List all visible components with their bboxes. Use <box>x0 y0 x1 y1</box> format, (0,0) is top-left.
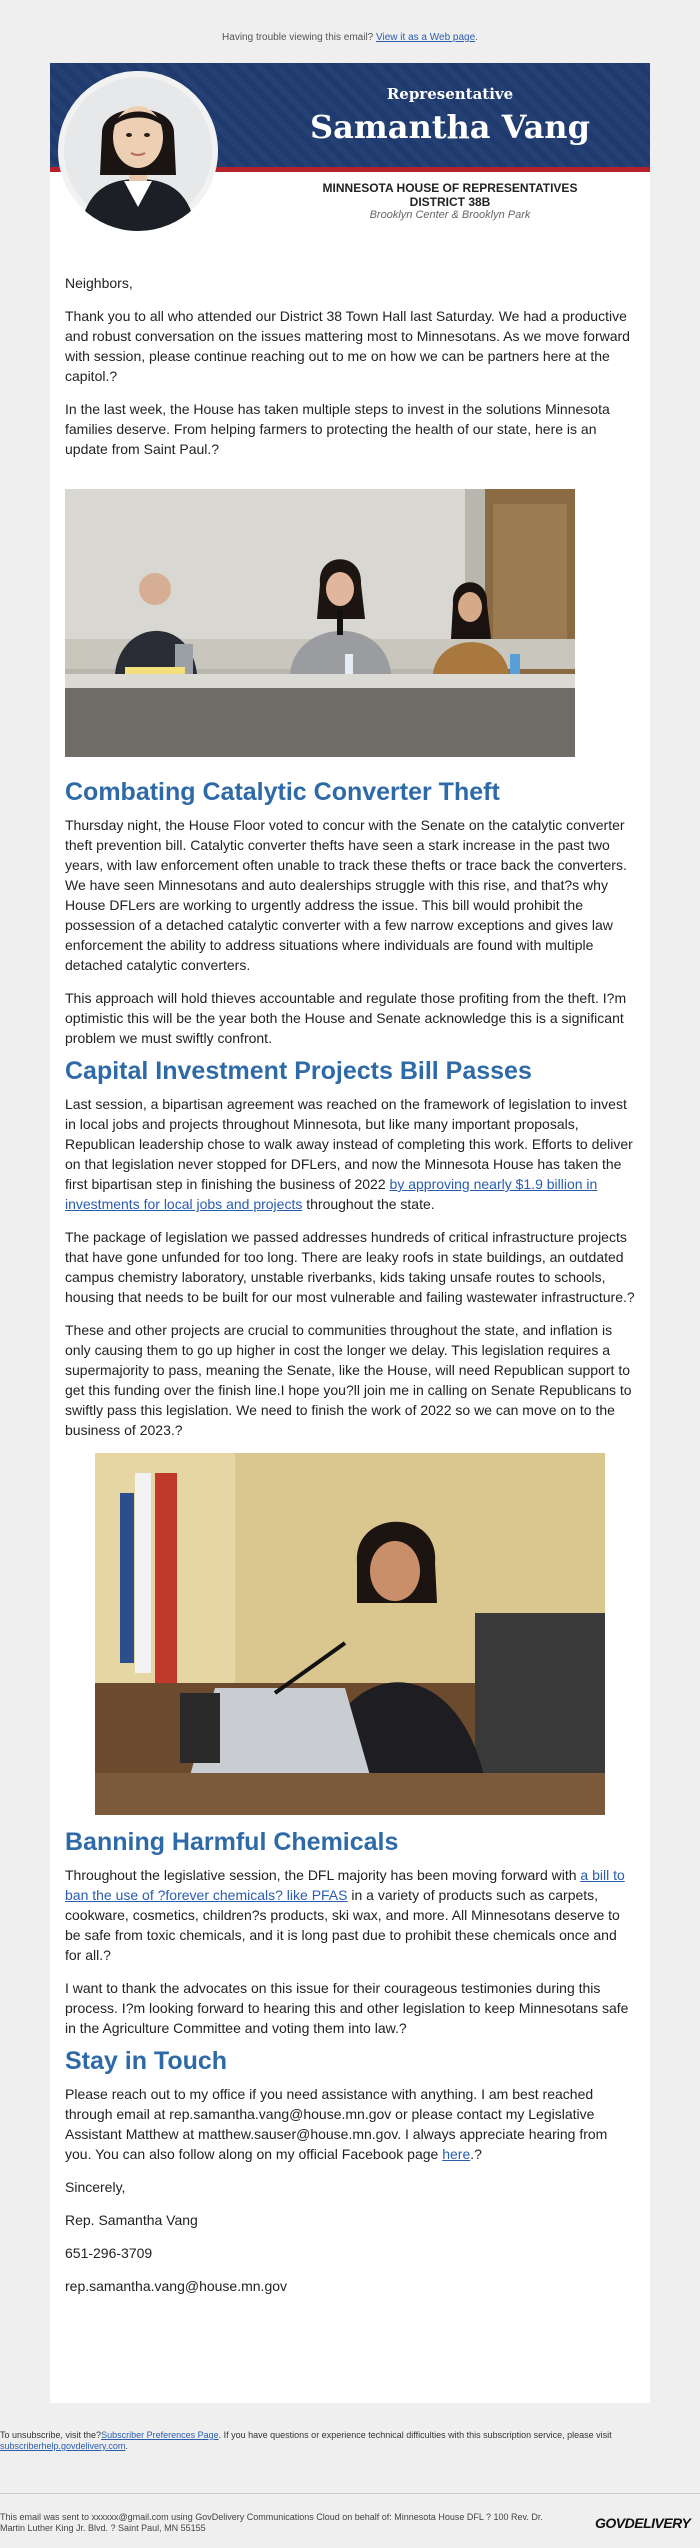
subscriber-preferences-link[interactable]: Subscriber Preferences Page <box>101 2430 219 2440</box>
email-body <box>50 63 650 2403</box>
greeting: Neighbors, <box>65 275 133 291</box>
bonding-bill-link[interactable]: by approving nearly $1.9 billion in investments for local jobs and projects <box>65 1176 598 1212</box>
capital-paragraph-2: The package of legislation we passed addresses hundreds of critical infrastructure projects that have gone unfunded for too long. There are leaky roofs in state buildings, an outdated campus chemistry laboratory, unstable riverbanks, kids taking unsafe routes to schools, housing that needs to be built for our most vulnerable and failing wastewater infrastructure.? <box>65 1229 635 1305</box>
facebook-link[interactable]: here <box>442 2146 471 2162</box>
pfas-bill-link[interactable]: a bill to ban the use of ?forever chemicals? like PFAS <box>65 1867 625 1903</box>
house-label: MINNESOTA HOUSE OF REPRESENTATIVES <box>322 181 578 195</box>
closing: Sincerely, <box>65 2179 126 2195</box>
intro-paragraph-1: Thank you to all who attended our District 38 Town Hall last Saturday. We had a productive and robust conversation on the issues mattering most to Minnesotans. As we move forward with session, please continue reaching out to me on how we can be partners here at the capitol.? <box>65 308 630 384</box>
header-subtitle: Representative <box>386 85 514 103</box>
capital-paragraph-3: These and other projects are crucial to communities throughout the state, and inflation is only causing them to go up higher in cost the longer we delay. This legislation requires a supermajority to pass, meaning the Senate, like the House, will need Republican support to get this funding over the finish line.I hope you?ll join me in calling on Senate Republicans to swiftly pass this legislation. We need to finish the work of 2022 so we can move on to the business of 2023.? <box>65 1322 632 1438</box>
govdelivery-logo: GOVDELIVERY <box>595 2515 691 2531</box>
catalytic-paragraph-1: Thursday night, the House Floor voted to concur with the Senate on the catalytic converter theft prevention bill. Catalytic converter thefts have seen a stark increase in the past two years, with law enforcement often unable to track these thefts or trace back the converters. We have seen Minnesotans and auto dealerships struggle with this rise, and that?s why House DFLers are working to urgently address the issue. This bill would prohibit the possession of a detached catalytic converter with a few narrow exceptions and gives law enforcement the ability to address situations where individuals are found with multiple detached catalytic converters. <box>65 817 627 973</box>
contact-paragraph: Please reach out to my office if you need assistance with anything. I am best reached through email at rep.samantha.vang@house.mn.gov or please contact my Legislative Assistant Matthew at matthew.sauser@house.mn.gov. I always appreciate hearing from you. You can also follow along on my official Facebook page here.? <box>65 2086 608 2162</box>
email-address: rep.samantha.vang@house.mn.gov <box>65 2278 288 2294</box>
section-heading-chemicals: Banning Harmful Chemicals <box>65 1828 399 1856</box>
view-online-text: Having trouble viewing this email? <box>222 32 374 43</box>
signature: Rep. Samantha Vang <box>65 2212 198 2228</box>
intro-paragraph-2: In the last week, the House has taken multiple steps to invest in the solutions Minnesota families deserve. From helping farmers to protecting the health of our state, here is an update from Saint Paul.? <box>65 401 610 457</box>
newsletter-content <box>65 248 635 2309</box>
section-heading-capital: Capital Investment Projects Bill Passes <box>65 1057 532 1085</box>
chemicals-paragraph-2: I want to thank the advocates on this issue for their courageous testimonies during this process. I?m looking forward to hearing this and other legislation to keep Minnesotans safe in the Agriculture Committee and voting them into law.? <box>65 1980 629 2036</box>
footer-divider <box>0 2493 700 2494</box>
catalytic-paragraph-2: This approach will hold thieves accountable and regulate those profiting from the theft. I?m optimistic this will be the year both the House and Senate acknowledge this is a significant problem we must swiftly confront. <box>65 990 627 1046</box>
town-hall-photo <box>65 489 635 757</box>
cities-label: Brooklyn Center & Brooklyn Park <box>369 209 531 221</box>
view-online-notice: Having trouble viewing this email? View it as a Web page. <box>222 32 478 43</box>
capital-paragraph-1: Last session, a bipartisan agreement was reached on the framework of legislation to invest in local jobs and projects throughout Minnesota, but like many important proposals, Republican leadership chose to walk away instead of completing this work. Efforts to deliver on that legislation never stopped for DFLers, and now the Minnesota House has taken the first bipartisan step in finishing the business of 2022 by approving nearly $1.9 billion in investments for local jobs and projects throughout the state. <box>65 1096 633 1212</box>
phone-number: 651-296-3709 <box>65 2245 153 2261</box>
section-heading-catalytic: Combating Catalytic Converter Theft <box>65 778 500 806</box>
sent-notice: This email was sent to xxxxxx@gmail.com using GovDelivery Communications Cloud on behalf of: Minnesota House DFL ? 100 Rev. Dr. Martin Luther King Jr. Blvd. ? Saint Paul, MN 55155 <box>0 2512 543 2533</box>
chemicals-paragraph-1: Throughout the legislative session, the DFL majority has been moving forward with a bill to ban the use of ?forever chemicals? like PFAS in a variety of products such as carpets, cookware, cosmetics, children?s products, ski wax, and more. All Minnesotans deserve to be safe from toxic chemicals, and it is long past due to prohibit these chemicals once and for all.? <box>65 1867 625 1963</box>
header-name: Samantha Vang <box>310 108 590 146</box>
unsubscribe-notice: To unsubscribe, visit the?Subscriber Preferences Page. If you have questions or experience technical difficulties with this subscription service, please visit subscriberhelp.govdelivery.com. <box>0 2430 612 2451</box>
representative-portrait <box>58 71 218 231</box>
section-heading-stay-in-touch: Stay in Touch <box>65 2047 228 2075</box>
district-label: DISTRICT 38B <box>409 195 491 209</box>
committee-photo <box>65 1453 635 1815</box>
view-web-page-link[interactable]: View it as a Web page <box>376 32 476 43</box>
subscriber-help-link[interactable]: subscriberhelp.govdelivery.com <box>0 2441 126 2451</box>
